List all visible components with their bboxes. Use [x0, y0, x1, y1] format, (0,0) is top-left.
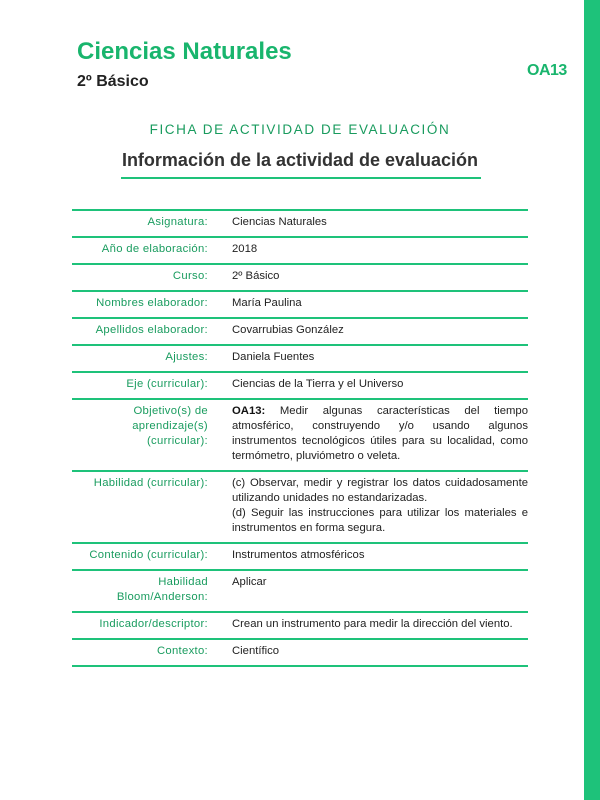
row-nombres	[72, 291, 528, 318]
label-contexto: Contexto:	[156, 645, 208, 657]
value-eje: Ciencias de la Tierra y el Universo	[232, 378, 404, 390]
value-habilidad	[220, 471, 528, 543]
ficha-label: FICHA DE ACTIVIDAD DE EVALUACIÓN	[149, 122, 451, 137]
label-ajustes: Ajustes:	[165, 351, 208, 363]
label-contenido: Contenido (curricular):	[89, 549, 208, 561]
habilidad-d: (d) Seguir las instrucciones para utilizar los materiales e instrumentos en forma segura.	[232, 507, 528, 534]
value-curso: 2º Básico	[232, 270, 280, 282]
label-eje: Eje (curricular):	[126, 378, 208, 390]
value-bloom: Aplicar	[232, 576, 267, 588]
row-apellidos	[72, 318, 528, 345]
row-contexto	[72, 639, 528, 666]
info-table	[72, 209, 528, 667]
row-contenido	[72, 543, 528, 570]
value-indicador: Crean un instrumento para medir la dirección del viento.	[232, 618, 513, 630]
row-ajustes	[72, 345, 528, 372]
value-contexto: Científico	[232, 645, 280, 657]
objetivo-code: OA13:	[232, 405, 266, 417]
row-objetivo	[72, 399, 528, 471]
label-nombres: Nombres elaborador:	[96, 297, 208, 309]
row-anio	[72, 237, 528, 264]
value-apellidos: Covarrubias González	[232, 324, 344, 336]
grade-subtitle: 2º Básico	[77, 73, 149, 90]
side-accent-bar	[584, 0, 600, 800]
label-indicador: Indicador/descriptor:	[99, 618, 208, 630]
row-indicador	[72, 612, 528, 639]
label-curso: Curso:	[172, 270, 208, 282]
value-asignatura: Ciencias Naturales	[232, 216, 327, 228]
value-anio: 2018	[232, 243, 258, 255]
row-bloom	[72, 570, 528, 612]
subject-title: Ciencias Naturales	[77, 38, 292, 65]
label-objetivo: Objetivo(s) de aprendizaje(s) (curricular):	[132, 405, 208, 447]
value-contenido: Instrumentos atmosféricos	[232, 549, 365, 561]
label-apellidos: Apellidos elaborador:	[95, 324, 208, 336]
label-habilidad: Habilidad (curricular):	[93, 477, 208, 489]
row-asignatura	[72, 210, 528, 237]
row-eje	[72, 372, 528, 399]
objetivo-text: Medir algunas características del tiempo atmosférico, construyendo y/o usando algunos instrumentos tecnológicos útiles para su localidad, como termómetro, pluviómetro o veleta.	[232, 405, 528, 462]
value-nombres: María Paulina	[232, 297, 302, 309]
info-title: Información de la actividad de evaluación	[121, 150, 479, 170]
oa-badge: OA13	[527, 62, 567, 79]
value-objetivo	[220, 399, 528, 471]
value-ajustes: Daniela Fuentes	[232, 351, 315, 363]
title-underline	[121, 177, 481, 179]
label-anio: Año de elaboración:	[101, 243, 208, 255]
label-bloom: Habilidad Bloom/Anderson:	[116, 576, 208, 603]
row-curso	[72, 264, 528, 291]
label-asignatura: Asignatura:	[147, 216, 208, 228]
row-habilidad	[72, 471, 528, 543]
habilidad-c: (c) Observar, medir y registrar los datos cuidadosamente utilizando unidades no estandarizadas.	[232, 477, 528, 504]
